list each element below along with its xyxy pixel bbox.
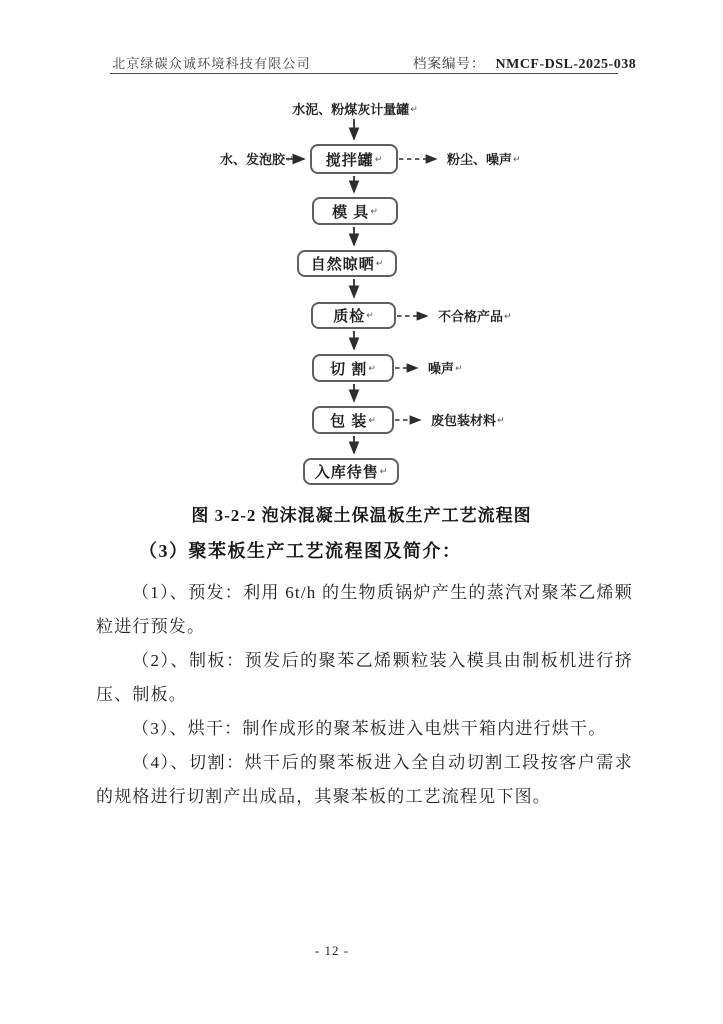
return-mark-icon: ↵ xyxy=(379,466,388,476)
flow-input-feed-label: 水泥、粉煤灰计量罐 xyxy=(292,102,410,117)
flow-box-mixing-tank xyxy=(310,144,398,174)
header-company-name: 北京绿碳众诚环境科技有限公司 xyxy=(112,56,311,71)
flow-output-label: 不合格产品 xyxy=(438,309,504,324)
return-mark-icon: ↵ xyxy=(374,153,383,164)
header-rule xyxy=(110,73,618,74)
figure-caption: 图 3-2-2 泡沫混凝土保温板生产工艺流程图 xyxy=(191,506,532,525)
flow-input-water-label: 水、发泡胶 xyxy=(220,152,286,167)
return-mark-icon: ↵ xyxy=(366,310,374,320)
flow-box-label: 质检 xyxy=(333,308,366,325)
archive-number-value: NMCF-DSL-2025-038 xyxy=(495,57,637,72)
return-mark-icon: ↵ xyxy=(504,311,512,321)
flow-output-rejects xyxy=(438,309,512,324)
return-mark-icon: ↵ xyxy=(497,415,505,425)
return-mark-icon: ↵ xyxy=(368,414,376,425)
flow-box-quality-inspection xyxy=(311,302,396,329)
flow-output-label: 粉尘、噪声 xyxy=(447,152,513,167)
flow-box-label: 入库待售 xyxy=(314,464,379,481)
paragraph-line: 压、制板。 xyxy=(96,685,187,704)
paragraph-line: 的规格进行切割产出成品，其聚苯板的工艺流程见下图。 xyxy=(96,787,551,806)
paragraph-line: （4）、切割：烘干后的聚苯板进入全自动切割工段按客户需求 xyxy=(132,753,633,772)
flow-box-label: 搅拌罐 xyxy=(325,151,374,169)
flow-input-feed-tanks xyxy=(290,102,420,117)
flow-box-label: 模 具 xyxy=(332,203,370,221)
flow-box-mold xyxy=(312,197,398,225)
paragraph-line: 粒进行预发。 xyxy=(96,617,206,636)
flow-input-water-foam xyxy=(220,152,294,167)
return-mark-icon: ↵ xyxy=(286,154,294,164)
flow-box-natural-drying xyxy=(297,250,397,277)
flow-box-packing xyxy=(312,406,394,434)
flow-box-label: 包 装 xyxy=(330,412,368,430)
flow-box-label: 切 割 xyxy=(330,360,368,378)
return-mark-icon: ↵ xyxy=(370,205,378,216)
flow-output-label: 废包装材料 xyxy=(431,413,497,428)
flow-box-label: 自然晾晒 xyxy=(310,256,375,273)
paragraph-line: （2）、制板：预发后的聚苯乙烯颗粒装入模具由制板机进行挤 xyxy=(132,651,633,670)
body-text xyxy=(96,576,633,814)
section-heading: （3）聚苯板生产工艺流程图及简介： xyxy=(139,541,462,561)
return-mark-icon: ↵ xyxy=(455,363,463,373)
return-mark-icon: ↵ xyxy=(410,104,418,114)
flow-output-noise xyxy=(428,361,463,376)
flow-output-waste-packaging xyxy=(431,413,505,428)
flow-box-cutting xyxy=(312,354,394,382)
return-mark-icon: ↵ xyxy=(375,258,384,268)
flow-box-warehouse xyxy=(303,458,399,485)
return-mark-icon: ↵ xyxy=(368,362,376,373)
flow-output-dust-noise xyxy=(447,152,521,167)
paragraph-line: （1）、预发：利用 6t/h 的生物质锅炉产生的蒸汽对聚苯乙烯颗 xyxy=(132,583,633,602)
page-number: - 12 - xyxy=(314,943,350,958)
paragraph-line: （3）、烘干：制作成形的聚苯板进入电烘干箱内进行烘干。 xyxy=(132,719,607,738)
header-archive-group xyxy=(413,52,636,73)
flow-output-label: 噪声 xyxy=(428,361,455,376)
return-mark-icon: ↵ xyxy=(513,154,521,164)
archive-number-label: 档案编号： xyxy=(413,56,486,71)
